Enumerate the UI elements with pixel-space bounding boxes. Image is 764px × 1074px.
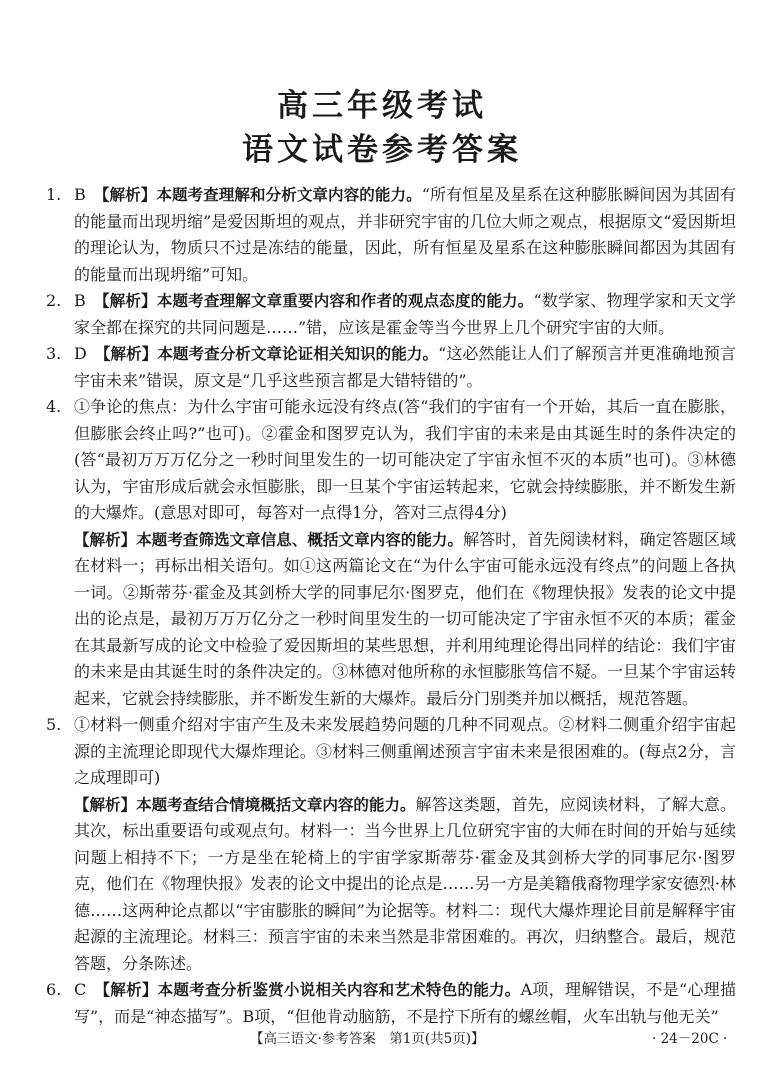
item-number: 4. — [46, 397, 62, 416]
analysis-lead: 本题考查理解文章重要内容和作者的观点态度的能力。 — [156, 292, 534, 310]
analysis-lead: 本题考查筛选文章信息、概括文章内容的能力。 — [136, 530, 464, 549]
analysis-paragraph-4 — [46, 527, 736, 713]
item-body — [74, 341, 736, 394]
analysis-text: 解答这类题，首先，应阅读材料，了解大意。其次，标出重要语句或观点句。材料一：当今世界上几位研究宇宙的大师在时间的开始与延续问题上相持不下；一方是坐在轮椅上的宇宙学家斯蒂芬·霍金及其剑桥大学的同事尼尔·图罗克，他们在《物理快报》发表的论文中提出的论点是……另一方是美籍俄裔物理学家安德烈·林德……这两种论点都以“宇宙膨胀的瞬间”为论据等。材料二：现代大爆炸理论目前是解释宇宙起源的主流理论。材料三：预言宇宙的未来当然是非常困难的。再次，归纳整合。最后，规范答题，分条陈述。 — [74, 794, 736, 973]
answer-choice: B — [74, 185, 86, 204]
item-body — [74, 288, 736, 341]
analysis-lead: 本题考查结合情境概括文章内容的能力。 — [136, 795, 416, 814]
analysis-text: 解答时，首先阅读材料，确定答题区域在材料一；再标出相关语句。如①这两篇论文在“为什么宇宙可能永远没有终点”的问题上各执一词。②斯蒂芬·霍金及其剑桥大学的同事尼尔·图罗克，他们在《物理快报》发表的论文中提出的论点是，最初万万万亿分之一秒时间里发生的一切可能决定了宇宙永恒不灭的本质；霍金在其最新写成的论文中检验了爱因斯坦的某些思想，并利用纯理论得出同样的结论：我们宇宙的未来是由其诞生时的条件决定的。③林德对他所称的永恒膨胀笃信不疑。一旦某个宇宙运转起来，它就会持续膨胀，并不断发生新的大爆炸。最后分门别类并加以概括，规范答题。 — [74, 529, 736, 708]
analysis-label: 【解析】 — [74, 530, 137, 549]
analysis-label: 【解析】 — [74, 795, 137, 814]
answer-item-1 — [46, 182, 736, 288]
item-number: 1. — [46, 185, 62, 204]
answer-choice: C — [74, 980, 87, 999]
answer-item-5 — [46, 712, 736, 792]
analysis-label: 【解析】 — [93, 186, 157, 204]
item-body — [74, 977, 736, 1030]
answer-item-4 — [46, 394, 736, 527]
analysis-lead: 本题考查分析文章论证相关知识的能力。 — [157, 345, 439, 363]
exam-title: 高三年级考试 — [277, 88, 487, 124]
analysis-lead: 本题考查分析鉴赏小说相关内容和艺术特色的能力。 — [157, 981, 521, 999]
analysis-paragraph-5 — [46, 792, 736, 978]
analysis-lead: 本题考查理解和分析文章内容的能力。 — [156, 186, 422, 204]
item-number: 5. — [46, 715, 62, 734]
item-body — [74, 182, 736, 288]
answer-item-6 — [46, 977, 736, 1030]
item-number: 2. — [46, 291, 62, 310]
item-answer-text: ①材料一侧重介绍对宇宙产生及未来发展趋势问题的几种不同观点。②材料二侧重介绍宇宙起源的主流理论即现代大爆炸理论。③材料三侧重阐述预言宇宙未来是很困难的。(每点2分，言之成理即可) — [74, 715, 736, 787]
item-number: 3. — [46, 344, 62, 363]
analysis-label: 【解析】 — [94, 981, 158, 999]
analysis-text: A项，理解错误，不是“心理描写”，而是“神态描写”。B项，“但他肯动脑筋，不是拧下所有的螺丝帽，火车出轨与他无关” — [74, 980, 736, 1026]
answer-item-2 — [46, 288, 736, 341]
footer-page-info: 【高三语文·参考答案 第1页(共5页)】 — [250, 1031, 485, 1047]
analysis-text: “所有恒星及星系在这种膨胀瞬间因为其固有的能量而出现坍缩”是爱因斯坦的观点，并非研究宇宙的几位大师之观点，根据原文“爱因斯坦的理论认为，物质只不过是冻结的能量，因此，所有恒星及星系在这种膨胀瞬间都因为其固有的能量而出现坍缩”可知。 — [74, 185, 736, 284]
answer-choice: B — [74, 291, 86, 310]
analysis-label: 【解析】 — [94, 345, 158, 363]
footer-code: · 24－20C · — [652, 1031, 728, 1047]
analysis-text: “数学家、物理学家和天文学家全都在探究的共同问题是……”错，应该是霍金等当今世界上几个研究宇宙的大师。 — [74, 291, 736, 337]
item-answer-text: ①争论的焦点：为什么宇宙可能永远没有终点(答“我们的宇宙有一个开始，其后一直在膨胀，但膨胀会终止吗?”也可)。②霍金和图罗克认为，我们宇宙的未来是由其诞生时的条件决定的(答“最初万万万亿分之一秒时间里发生的一切可能决定了宇宙永恒不灭的本质”也可)。③林德认为，宇宙形成后就会永恒膨胀，即一旦某个宇宙运转起来，它就会持续膨胀，并不断发生新的大爆炸。(意思对即可，每答对一点得1分，答对三点得4分) — [74, 397, 736, 522]
answer-choice: D — [74, 344, 87, 363]
item-number: 6. — [46, 980, 62, 999]
answer-item-3 — [46, 341, 736, 394]
document-title: 语文试卷参考答案 — [242, 132, 522, 168]
answer-list — [46, 182, 736, 1030]
analysis-label: 【解析】 — [93, 292, 157, 310]
analysis-text: “这必然能让人们了解预言并更准确地预言宇宙未来”错误，原文是“几乎这些预言都是大错特错的”。 — [74, 344, 736, 390]
